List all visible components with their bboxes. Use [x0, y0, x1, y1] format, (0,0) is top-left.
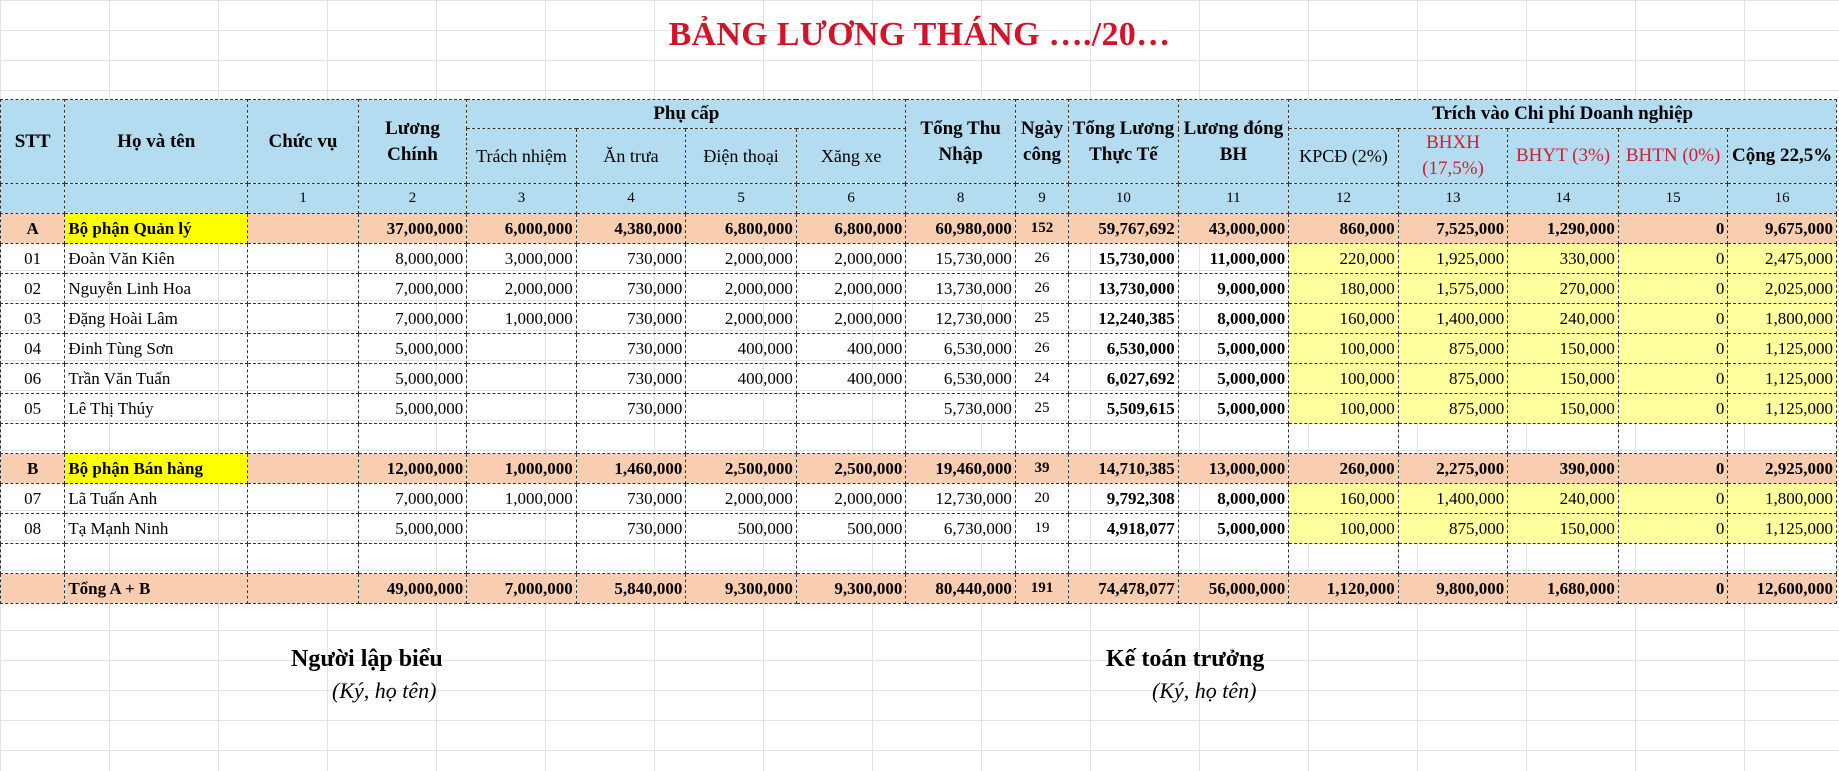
insurance-salary-cell[interactable]: [1178, 544, 1289, 574]
kpcd-cell[interactable]: 180,000: [1289, 274, 1399, 304]
bhxh-cell[interactable]: 875,000: [1398, 514, 1508, 544]
allow-phone-cell[interactable]: 9,300,000: [686, 574, 797, 604]
allow-resp-cell[interactable]: [467, 514, 577, 544]
actual-salary-cell[interactable]: [1069, 424, 1179, 454]
table-row: [1, 334, 1837, 364]
sum-cell[interactable]: 1,125,000: [1728, 364, 1837, 394]
insurance-salary-cell[interactable]: 8,000,000: [1178, 304, 1289, 334]
total-income-cell[interactable]: 5,730,000: [906, 394, 1016, 424]
actual-salary-cell[interactable]: 13,730,000: [1069, 274, 1179, 304]
bhyt-cell[interactable]: 240,000: [1508, 484, 1619, 514]
allow-phone-cell[interactable]: 400,000: [686, 364, 797, 394]
base-salary-cell[interactable]: 5,000,000: [358, 514, 467, 544]
bhtn-cell[interactable]: [1618, 424, 1728, 454]
bhxh-cell[interactable]: 1,925,000: [1398, 244, 1508, 274]
table-row: [1, 394, 1837, 424]
header-actual-salary[interactable]: Tổng Lương Thực Tế: [1069, 100, 1179, 184]
sum-cell[interactable]: [1728, 544, 1837, 574]
position-cell[interactable]: [248, 244, 359, 274]
kpcd-cell[interactable]: 160,000: [1289, 304, 1399, 334]
sum-cell[interactable]: 1,125,000: [1728, 514, 1837, 544]
sum-cell[interactable]: 2,925,000: [1728, 454, 1837, 484]
allow-fuel-cell[interactable]: 2,000,000: [796, 484, 906, 514]
allow-resp-cell[interactable]: [467, 334, 577, 364]
total-income-cell[interactable]: 80,440,000: [906, 574, 1016, 604]
header-bhxh[interactable]: BHXH (17,5%): [1398, 129, 1508, 184]
stt-cell[interactable]: 07: [1, 484, 65, 514]
bhtn-cell[interactable]: 0: [1618, 484, 1728, 514]
allow-fuel-cell[interactable]: 400,000: [796, 334, 906, 364]
allow-phone-cell[interactable]: 500,000: [686, 514, 797, 544]
sum-cell[interactable]: 12,600,000: [1728, 574, 1837, 604]
bhyt-cell[interactable]: 150,000: [1508, 394, 1619, 424]
stt-cell[interactable]: 08: [1, 514, 65, 544]
bhtn-cell[interactable]: 0: [1618, 364, 1728, 394]
table-row: [1, 274, 1837, 304]
header-allow-fuel[interactable]: Xăng xe: [796, 129, 906, 184]
column-number-cell[interactable]: 3: [467, 184, 577, 214]
allow-resp-cell[interactable]: 3,000,000: [467, 244, 577, 274]
position-cell[interactable]: [248, 574, 359, 604]
column-number-cell[interactable]: 11: [1178, 184, 1289, 214]
sum-cell[interactable]: [1728, 424, 1837, 454]
allow-phone-cell[interactable]: 2,000,000: [686, 304, 797, 334]
bhyt-cell[interactable]: 1,290,000: [1508, 214, 1619, 244]
workdays-cell[interactable]: 152: [1015, 214, 1068, 244]
insurance-salary-cell[interactable]: 8,000,000: [1178, 484, 1289, 514]
allow-lunch-cell[interactable]: 4,380,000: [576, 214, 686, 244]
allow-lunch-cell[interactable]: 730,000: [576, 514, 686, 544]
allow-resp-cell[interactable]: 1,000,000: [467, 484, 577, 514]
sum-cell[interactable]: 2,025,000: [1728, 274, 1837, 304]
bhxh-cell[interactable]: 2,275,000: [1398, 454, 1508, 484]
allow-lunch-cell[interactable]: [576, 424, 686, 454]
column-number-cell[interactable]: 5: [686, 184, 797, 214]
allow-resp-cell[interactable]: [467, 424, 577, 454]
allow-fuel-cell[interactable]: [796, 424, 906, 454]
name-cell[interactable]: Lã Tuấn Anh: [65, 484, 248, 514]
column-number-cell[interactable]: 1: [248, 184, 359, 214]
total-income-cell[interactable]: 6,530,000: [906, 364, 1016, 394]
position-cell[interactable]: [248, 274, 359, 304]
sheet-title: BẢNG LƯƠNG THÁNG …./20…: [668, 16, 1171, 53]
workdays-cell[interactable]: 39: [1015, 454, 1068, 484]
allow-phone-cell[interactable]: [686, 544, 797, 574]
bhyt-cell[interactable]: 150,000: [1508, 514, 1619, 544]
name-cell[interactable]: Trần Văn Tuấn: [65, 364, 248, 394]
stt-cell[interactable]: A: [1, 214, 65, 244]
workdays-cell[interactable]: [1015, 424, 1068, 454]
stt-cell[interactable]: [1, 574, 65, 604]
name-cell[interactable]: Đặng Hoài Lâm: [65, 304, 248, 334]
total-income-cell[interactable]: 19,460,000: [906, 454, 1016, 484]
base-salary-cell[interactable]: 5,000,000: [358, 394, 467, 424]
name-cell[interactable]: [65, 544, 248, 574]
column-number-cell[interactable]: 13: [1398, 184, 1508, 214]
kpcd-cell[interactable]: 100,000: [1289, 364, 1399, 394]
total-income-cell[interactable]: 60,980,000: [906, 214, 1016, 244]
insurance-salary-cell[interactable]: 11,000,000: [1178, 244, 1289, 274]
kpcd-cell[interactable]: [1289, 424, 1399, 454]
column-number-cell[interactable]: 16: [1728, 184, 1837, 214]
stt-cell[interactable]: 04: [1, 334, 65, 364]
header-allow-resp[interactable]: Trách nhiệm: [467, 129, 577, 184]
bhtn-cell[interactable]: 0: [1618, 574, 1728, 604]
table-row: [1, 514, 1837, 544]
allow-lunch-cell[interactable]: 730,000: [576, 244, 686, 274]
stt-cell[interactable]: 03: [1, 304, 65, 334]
allow-resp-cell[interactable]: [467, 394, 577, 424]
insurance-salary-cell[interactable]: 5,000,000: [1178, 334, 1289, 364]
kpcd-cell[interactable]: 100,000: [1289, 394, 1399, 424]
sum-cell[interactable]: 1,125,000: [1728, 334, 1837, 364]
base-salary-cell[interactable]: 5,000,000: [358, 364, 467, 394]
header-insurance-salary[interactable]: Lương đóng BH: [1178, 100, 1289, 184]
actual-salary-cell[interactable]: 15,730,000: [1069, 244, 1179, 274]
actual-salary-cell[interactable]: 14,710,385: [1069, 454, 1179, 484]
bhtn-cell[interactable]: 0: [1618, 274, 1728, 304]
actual-salary-cell[interactable]: 6,027,692: [1069, 364, 1179, 394]
column-number-cell[interactable]: 15: [1618, 184, 1728, 214]
allow-resp-cell[interactable]: 1,000,000: [467, 304, 577, 334]
position-cell[interactable]: [248, 334, 359, 364]
header-allow-phone[interactable]: Điện thoại: [686, 129, 797, 184]
allow-fuel-cell[interactable]: [796, 544, 906, 574]
actual-salary-cell[interactable]: 6,530,000: [1069, 334, 1179, 364]
bhxh-cell[interactable]: 875,000: [1398, 364, 1508, 394]
bhxh-cell[interactable]: 1,400,000: [1398, 304, 1508, 334]
kpcd-cell[interactable]: 860,000: [1289, 214, 1399, 244]
bhtn-cell[interactable]: 0: [1618, 304, 1728, 334]
column-number-cell[interactable]: 6: [796, 184, 906, 214]
position-cell[interactable]: [248, 394, 359, 424]
bhyt-cell[interactable]: 150,000: [1508, 334, 1619, 364]
stt-cell[interactable]: [1, 424, 65, 454]
header-total-income[interactable]: Tổng Thu Nhập: [906, 100, 1016, 184]
column-number-cell[interactable]: 14: [1508, 184, 1619, 214]
base-salary-cell[interactable]: 7,000,000: [358, 304, 467, 334]
stt-cell[interactable]: B: [1, 454, 65, 484]
workdays-cell[interactable]: 19: [1015, 514, 1068, 544]
workdays-cell[interactable]: 26: [1015, 244, 1068, 274]
bhyt-cell[interactable]: [1508, 544, 1619, 574]
header-bhtn[interactable]: BHTN (0%): [1618, 129, 1728, 184]
header-sum[interactable]: Cộng 22,5%: [1728, 129, 1837, 184]
allow-fuel-cell[interactable]: 9,300,000: [796, 574, 906, 604]
workdays-cell[interactable]: 26: [1015, 334, 1068, 364]
name-cell[interactable]: Tổng A + B: [65, 574, 248, 604]
name-cell[interactable]: Bộ phận Bán hàng: [65, 454, 248, 484]
workdays-cell[interactable]: 25: [1015, 394, 1068, 424]
bhtn-cell[interactable]: 0: [1618, 334, 1728, 364]
total-row: [1, 574, 1837, 604]
bhyt-cell[interactable]: 270,000: [1508, 274, 1619, 304]
total-income-cell[interactable]: 12,730,000: [906, 304, 1016, 334]
column-number-cell[interactable]: 9: [1015, 184, 1068, 214]
bhxh-cell[interactable]: 1,575,000: [1398, 274, 1508, 304]
header-bhyt[interactable]: BHYT (3%): [1508, 129, 1619, 184]
allow-fuel-cell[interactable]: 500,000: [796, 514, 906, 544]
stt-cell[interactable]: [1, 544, 65, 574]
allow-lunch-cell[interactable]: 730,000: [576, 304, 686, 334]
insurance-salary-cell[interactable]: 13,000,000: [1178, 454, 1289, 484]
workdays-cell[interactable]: [1015, 544, 1068, 574]
base-salary-cell[interactable]: 7,000,000: [358, 484, 467, 514]
allow-phone-cell[interactable]: [686, 394, 797, 424]
sum-cell[interactable]: 1,800,000: [1728, 484, 1837, 514]
kpcd-cell[interactable]: 1,120,000: [1289, 574, 1399, 604]
accountant-note: (Ký, họ tên): [1152, 678, 1257, 703]
table-row: [1, 244, 1837, 274]
allow-lunch-cell[interactable]: 730,000: [576, 394, 686, 424]
header-position[interactable]: Chức vụ: [248, 100, 359, 184]
allow-resp-cell[interactable]: 1,000,000: [467, 454, 577, 484]
table-row: [1, 364, 1837, 394]
allow-fuel-cell[interactable]: 2,000,000: [796, 244, 906, 274]
allow-lunch-cell[interactable]: 730,000: [576, 334, 686, 364]
base-salary-cell[interactable]: 5,000,000: [358, 334, 467, 364]
total-income-cell[interactable]: [906, 424, 1016, 454]
allow-phone-cell[interactable]: 2,000,000: [686, 274, 797, 304]
allow-lunch-cell[interactable]: 1,460,000: [576, 454, 686, 484]
stt-cell[interactable]: 05: [1, 394, 65, 424]
bhyt-cell[interactable]: [1508, 424, 1619, 454]
name-cell[interactable]: Tạ Mạnh Ninh: [65, 514, 248, 544]
insurance-salary-cell[interactable]: 5,000,000: [1178, 514, 1289, 544]
name-cell[interactable]: [65, 424, 248, 454]
name-cell[interactable]: Nguyễn Linh Hoa: [65, 274, 248, 304]
kpcd-cell[interactable]: 220,000: [1289, 244, 1399, 274]
total-income-cell[interactable]: 6,730,000: [906, 514, 1016, 544]
bhtn-cell[interactable]: [1618, 544, 1728, 574]
sum-cell[interactable]: 1,125,000: [1728, 394, 1837, 424]
column-number-cell[interactable]: 10: [1069, 184, 1179, 214]
name-cell[interactable]: Lê Thị Thúy: [65, 394, 248, 424]
preparer-note: (Ký, họ tên): [332, 678, 437, 703]
total-income-cell[interactable]: 12,730,000: [906, 484, 1016, 514]
header-base-salary[interactable]: Lương Chính: [358, 100, 467, 184]
blank-row: [1, 424, 1837, 454]
allow-phone-cell[interactable]: [686, 424, 797, 454]
column-number-cell[interactable]: 12: [1289, 184, 1399, 214]
bhyt-cell[interactable]: 240,000: [1508, 304, 1619, 334]
preparer-label: Người lập biểu: [291, 646, 443, 672]
bhxh-cell[interactable]: 1,400,000: [1398, 484, 1508, 514]
bhxh-cell[interactable]: [1398, 544, 1508, 574]
table-row: [1, 304, 1837, 334]
name-cell[interactable]: Đoàn Văn Kiên: [65, 244, 248, 274]
allow-phone-cell[interactable]: 2,500,000: [686, 454, 797, 484]
base-salary-cell[interactable]: 12,000,000: [358, 454, 467, 484]
actual-salary-cell[interactable]: 12,240,385: [1069, 304, 1179, 334]
kpcd-cell[interactable]: [1289, 544, 1399, 574]
column-number-cell[interactable]: 2: [358, 184, 467, 214]
base-salary-cell[interactable]: 7,000,000: [358, 274, 467, 304]
header-workdays[interactable]: Ngày công: [1015, 100, 1068, 184]
position-cell[interactable]: [248, 214, 359, 244]
position-cell[interactable]: [248, 544, 359, 574]
bhtn-cell[interactable]: 0: [1618, 244, 1728, 274]
total-income-cell[interactable]: [906, 544, 1016, 574]
workdays-cell[interactable]: 20: [1015, 484, 1068, 514]
insurance-salary-cell[interactable]: [1178, 424, 1289, 454]
bhtn-cell[interactable]: 0: [1618, 454, 1728, 484]
allow-phone-cell[interactable]: 2,000,000: [686, 244, 797, 274]
position-cell[interactable]: [248, 304, 359, 334]
actual-salary-cell[interactable]: 74,478,077: [1069, 574, 1179, 604]
bhxh-cell[interactable]: 9,800,000: [1398, 574, 1508, 604]
allow-lunch-cell[interactable]: 730,000: [576, 364, 686, 394]
bhtn-cell[interactable]: 0: [1618, 394, 1728, 424]
name-cell[interactable]: Đinh Tùng Sơn: [65, 334, 248, 364]
allow-resp-cell[interactable]: 2,000,000: [467, 274, 577, 304]
allow-fuel-cell[interactable]: 2,000,000: [796, 274, 906, 304]
bhtn-cell[interactable]: 0: [1618, 214, 1728, 244]
stt-cell[interactable]: 06: [1, 364, 65, 394]
allow-lunch-cell[interactable]: 5,840,000: [576, 574, 686, 604]
allow-lunch-cell[interactable]: 730,000: [576, 274, 686, 304]
allow-lunch-cell[interactable]: 730,000: [576, 484, 686, 514]
column-number-cell[interactable]: [65, 184, 248, 214]
group-row: [1, 214, 1837, 244]
insurance-salary-cell[interactable]: 43,000,000: [1178, 214, 1289, 244]
column-number-row: [1, 184, 1837, 214]
actual-salary-cell[interactable]: 4,918,077: [1069, 514, 1179, 544]
total-income-cell[interactable]: 15,730,000: [906, 244, 1016, 274]
sum-cell[interactable]: 2,475,000: [1728, 244, 1837, 274]
header-allow-lunch[interactable]: Ăn trưa: [576, 129, 686, 184]
position-cell[interactable]: [248, 514, 359, 544]
header-name[interactable]: Họ và tên: [65, 100, 248, 184]
kpcd-cell[interactable]: 260,000: [1289, 454, 1399, 484]
position-cell[interactable]: [248, 424, 359, 454]
insurance-salary-cell[interactable]: 5,000,000: [1178, 364, 1289, 394]
group-row: [1, 454, 1837, 484]
allow-fuel-cell[interactable]: 2,500,000: [796, 454, 906, 484]
insurance-salary-cell[interactable]: 9,000,000: [1178, 274, 1289, 304]
sum-cell[interactable]: 1,800,000: [1728, 304, 1837, 334]
workdays-cell[interactable]: 24: [1015, 364, 1068, 394]
actual-salary-cell[interactable]: 59,767,692: [1069, 214, 1179, 244]
name-cell[interactable]: Bộ phận Quản lý: [65, 214, 248, 244]
column-number-cell[interactable]: [1, 184, 65, 214]
blank-row: [1, 544, 1837, 574]
allow-phone-cell[interactable]: 2,000,000: [686, 484, 797, 514]
bhxh-cell[interactable]: 875,000: [1398, 394, 1508, 424]
bhxh-cell[interactable]: 7,525,000: [1398, 214, 1508, 244]
insurance-salary-cell[interactable]: 5,000,000: [1178, 394, 1289, 424]
bhyt-cell[interactable]: 1,680,000: [1508, 574, 1619, 604]
bhxh-cell[interactable]: [1398, 424, 1508, 454]
header-allowance-group[interactable]: Phụ cấp: [467, 100, 906, 129]
total-income-cell[interactable]: 6,530,000: [906, 334, 1016, 364]
stt-cell[interactable]: 02: [1, 274, 65, 304]
base-salary-cell[interactable]: [358, 424, 467, 454]
allow-phone-cell[interactable]: 400,000: [686, 334, 797, 364]
kpcd-cell[interactable]: 160,000: [1289, 484, 1399, 514]
allow-lunch-cell[interactable]: [576, 544, 686, 574]
base-salary-cell[interactable]: 49,000,000: [358, 574, 467, 604]
insurance-salary-cell[interactable]: 56,000,000: [1178, 574, 1289, 604]
position-cell[interactable]: [248, 364, 359, 394]
actual-salary-cell[interactable]: [1069, 544, 1179, 574]
sum-cell[interactable]: 9,675,000: [1728, 214, 1837, 244]
allow-resp-cell[interactable]: [467, 544, 577, 574]
base-salary-cell[interactable]: 8,000,000: [358, 244, 467, 274]
base-salary-cell[interactable]: 37,000,000: [358, 214, 467, 244]
salary-table: [0, 99, 1837, 604]
position-cell[interactable]: [248, 484, 359, 514]
allow-resp-cell[interactable]: 7,000,000: [467, 574, 577, 604]
header-company-group[interactable]: Trích vào Chi phí Doanh nghiệp: [1289, 100, 1837, 129]
column-number-cell[interactable]: 4: [576, 184, 686, 214]
kpcd-cell[interactable]: 100,000: [1289, 514, 1399, 544]
bhyt-cell[interactable]: 150,000: [1508, 364, 1619, 394]
actual-salary-cell[interactable]: 9,792,308: [1069, 484, 1179, 514]
total-income-cell[interactable]: 13,730,000: [906, 274, 1016, 304]
workdays-cell[interactable]: 25: [1015, 304, 1068, 334]
allow-fuel-cell[interactable]: 400,000: [796, 364, 906, 394]
bhyt-cell[interactable]: 330,000: [1508, 244, 1619, 274]
accountant-label: Kế toán trưởng: [1106, 646, 1265, 672]
bhyt-cell[interactable]: 390,000: [1508, 454, 1619, 484]
allow-resp-cell[interactable]: 6,000,000: [467, 214, 577, 244]
header-kpcd[interactable]: KPCĐ (2%): [1289, 129, 1399, 184]
allow-fuel-cell[interactable]: [796, 394, 906, 424]
allow-phone-cell[interactable]: 6,800,000: [686, 214, 797, 244]
bhtn-cell[interactable]: 0: [1618, 514, 1728, 544]
bhxh-cell[interactable]: 875,000: [1398, 334, 1508, 364]
workdays-cell[interactable]: 26: [1015, 274, 1068, 304]
allow-fuel-cell[interactable]: 6,800,000: [796, 214, 906, 244]
actual-salary-cell[interactable]: 5,509,615: [1069, 394, 1179, 424]
position-cell[interactable]: [248, 454, 359, 484]
allow-fuel-cell[interactable]: 2,000,000: [796, 304, 906, 334]
table-row: [1, 484, 1837, 514]
header-stt[interactable]: STT: [1, 100, 65, 184]
stt-cell[interactable]: 01: [1, 244, 65, 274]
allow-resp-cell[interactable]: [467, 364, 577, 394]
workdays-cell[interactable]: 191: [1015, 574, 1068, 604]
base-salary-cell[interactable]: [358, 544, 467, 574]
kpcd-cell[interactable]: 100,000: [1289, 334, 1399, 364]
column-number-cell[interactable]: 8: [906, 184, 1016, 214]
